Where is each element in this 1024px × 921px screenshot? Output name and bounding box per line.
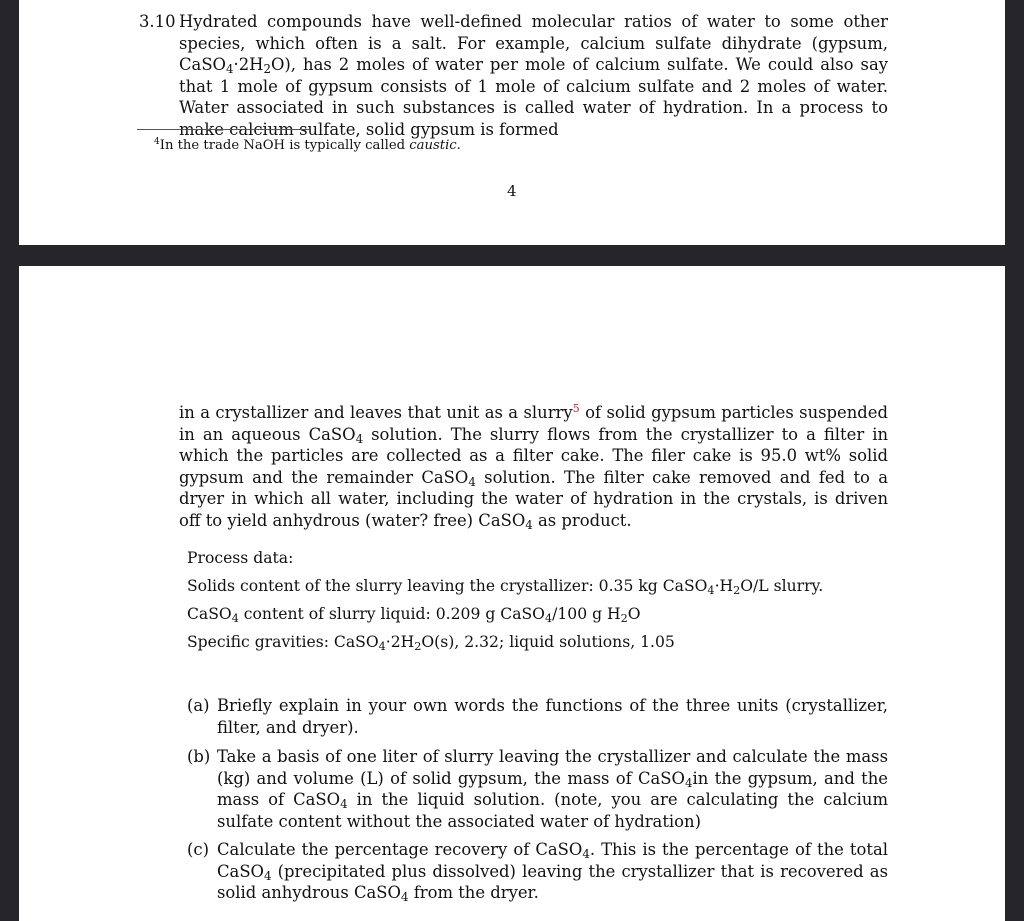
problem-number: 3.10 (139, 12, 176, 31)
page-1 (19, 0, 1005, 245)
footnote: $^4$In the trade NaOH is typically called caustic. (154, 137, 461, 153)
question-c (187, 839, 888, 904)
question-a-text: Briefly explain in your own words the functions of the three units (crystallizer, filter, and dryer). (217, 696, 888, 737)
question-c-label: (c) (187, 840, 209, 859)
problem-continuation-paragraph: in a crystallizer and leaves that unit as a slurry$^5$ of solid gypsum particles suspended in an aqueous CaSO$_4$ solution. The slurry flows from the crystallizer to a filter in which the particles are collected as a filter cake. The filer cake is 95.0 wt% solid gypsum and the remainder CaSO$_4$ solution. The filter cake removed and fed to a dryer in which all water, including the water of hydration in the crystals, is driven off to yield anhydrous (water? free) CaSO$_4$ as product. (179, 401, 889, 532)
page-2 (19, 266, 1005, 921)
question-b (187, 746, 888, 832)
question-a-label: (a) (187, 696, 210, 715)
process-data-liquid: CaSO$_4$ content of slurry liquid: 0.209 g CaSO$_4$/100 g $H_2O$ (187, 605, 641, 625)
process-data-heading: Process data: (187, 549, 294, 567)
footnote-divider (137, 129, 309, 130)
question-c-text: Calculate the percentage recovery of CaSO$_4$. This is the percentage of the total CaSO$_4$ (precipitated plus dissolved) leaving the crystallizer that is recovered as solid anhydrous CaSO$_4$ from the dryer. (217, 840, 888, 905)
process-data-solids: Solids content of the slurry leaving the crystallizer: 0.35 kg $CaSO_4\cdot H_2O/L$ slurry. (187, 577, 824, 597)
problem-intro-paragraph: Hydrated compounds have well-defined molecular ratios of water to some other species, which often is a salt. For example, calcium sulfate dihydrate (gypsum, $CaSO_4\cdot 2H_2O$), has 2 moles of water per mole of calcium sulfate. We could also say that 1 mole of gypsum consists of 1 mole of calcium sulfate and 2 moles of water. Water associated in such substances is called water of hydration. In a process to make calcium sulfate, solid gypsum is formed (179, 12, 888, 139)
page-number: 4 (507, 182, 517, 200)
process-data-gravities: Specific gravities: $CaSO_4\cdot 2H_2O(s)$, 2.32; liquid solutions, 1.05 (187, 633, 675, 653)
question-b-label: (b) (187, 747, 211, 766)
question-a (187, 695, 888, 738)
footnote-link[interactable]: 5 (572, 401, 580, 415)
question-b-text: Take a basis of one liter of slurry leaving the crystallizer and calculate the mass (kg) and volume (L) of solid gypsum, the mass of CaSO$_4$in the gypsum, and the mass of CaSO$_4$ in the liquid solution. (note, you are calculating the calcium sulfate content without the associated water of hydration) (217, 747, 888, 831)
